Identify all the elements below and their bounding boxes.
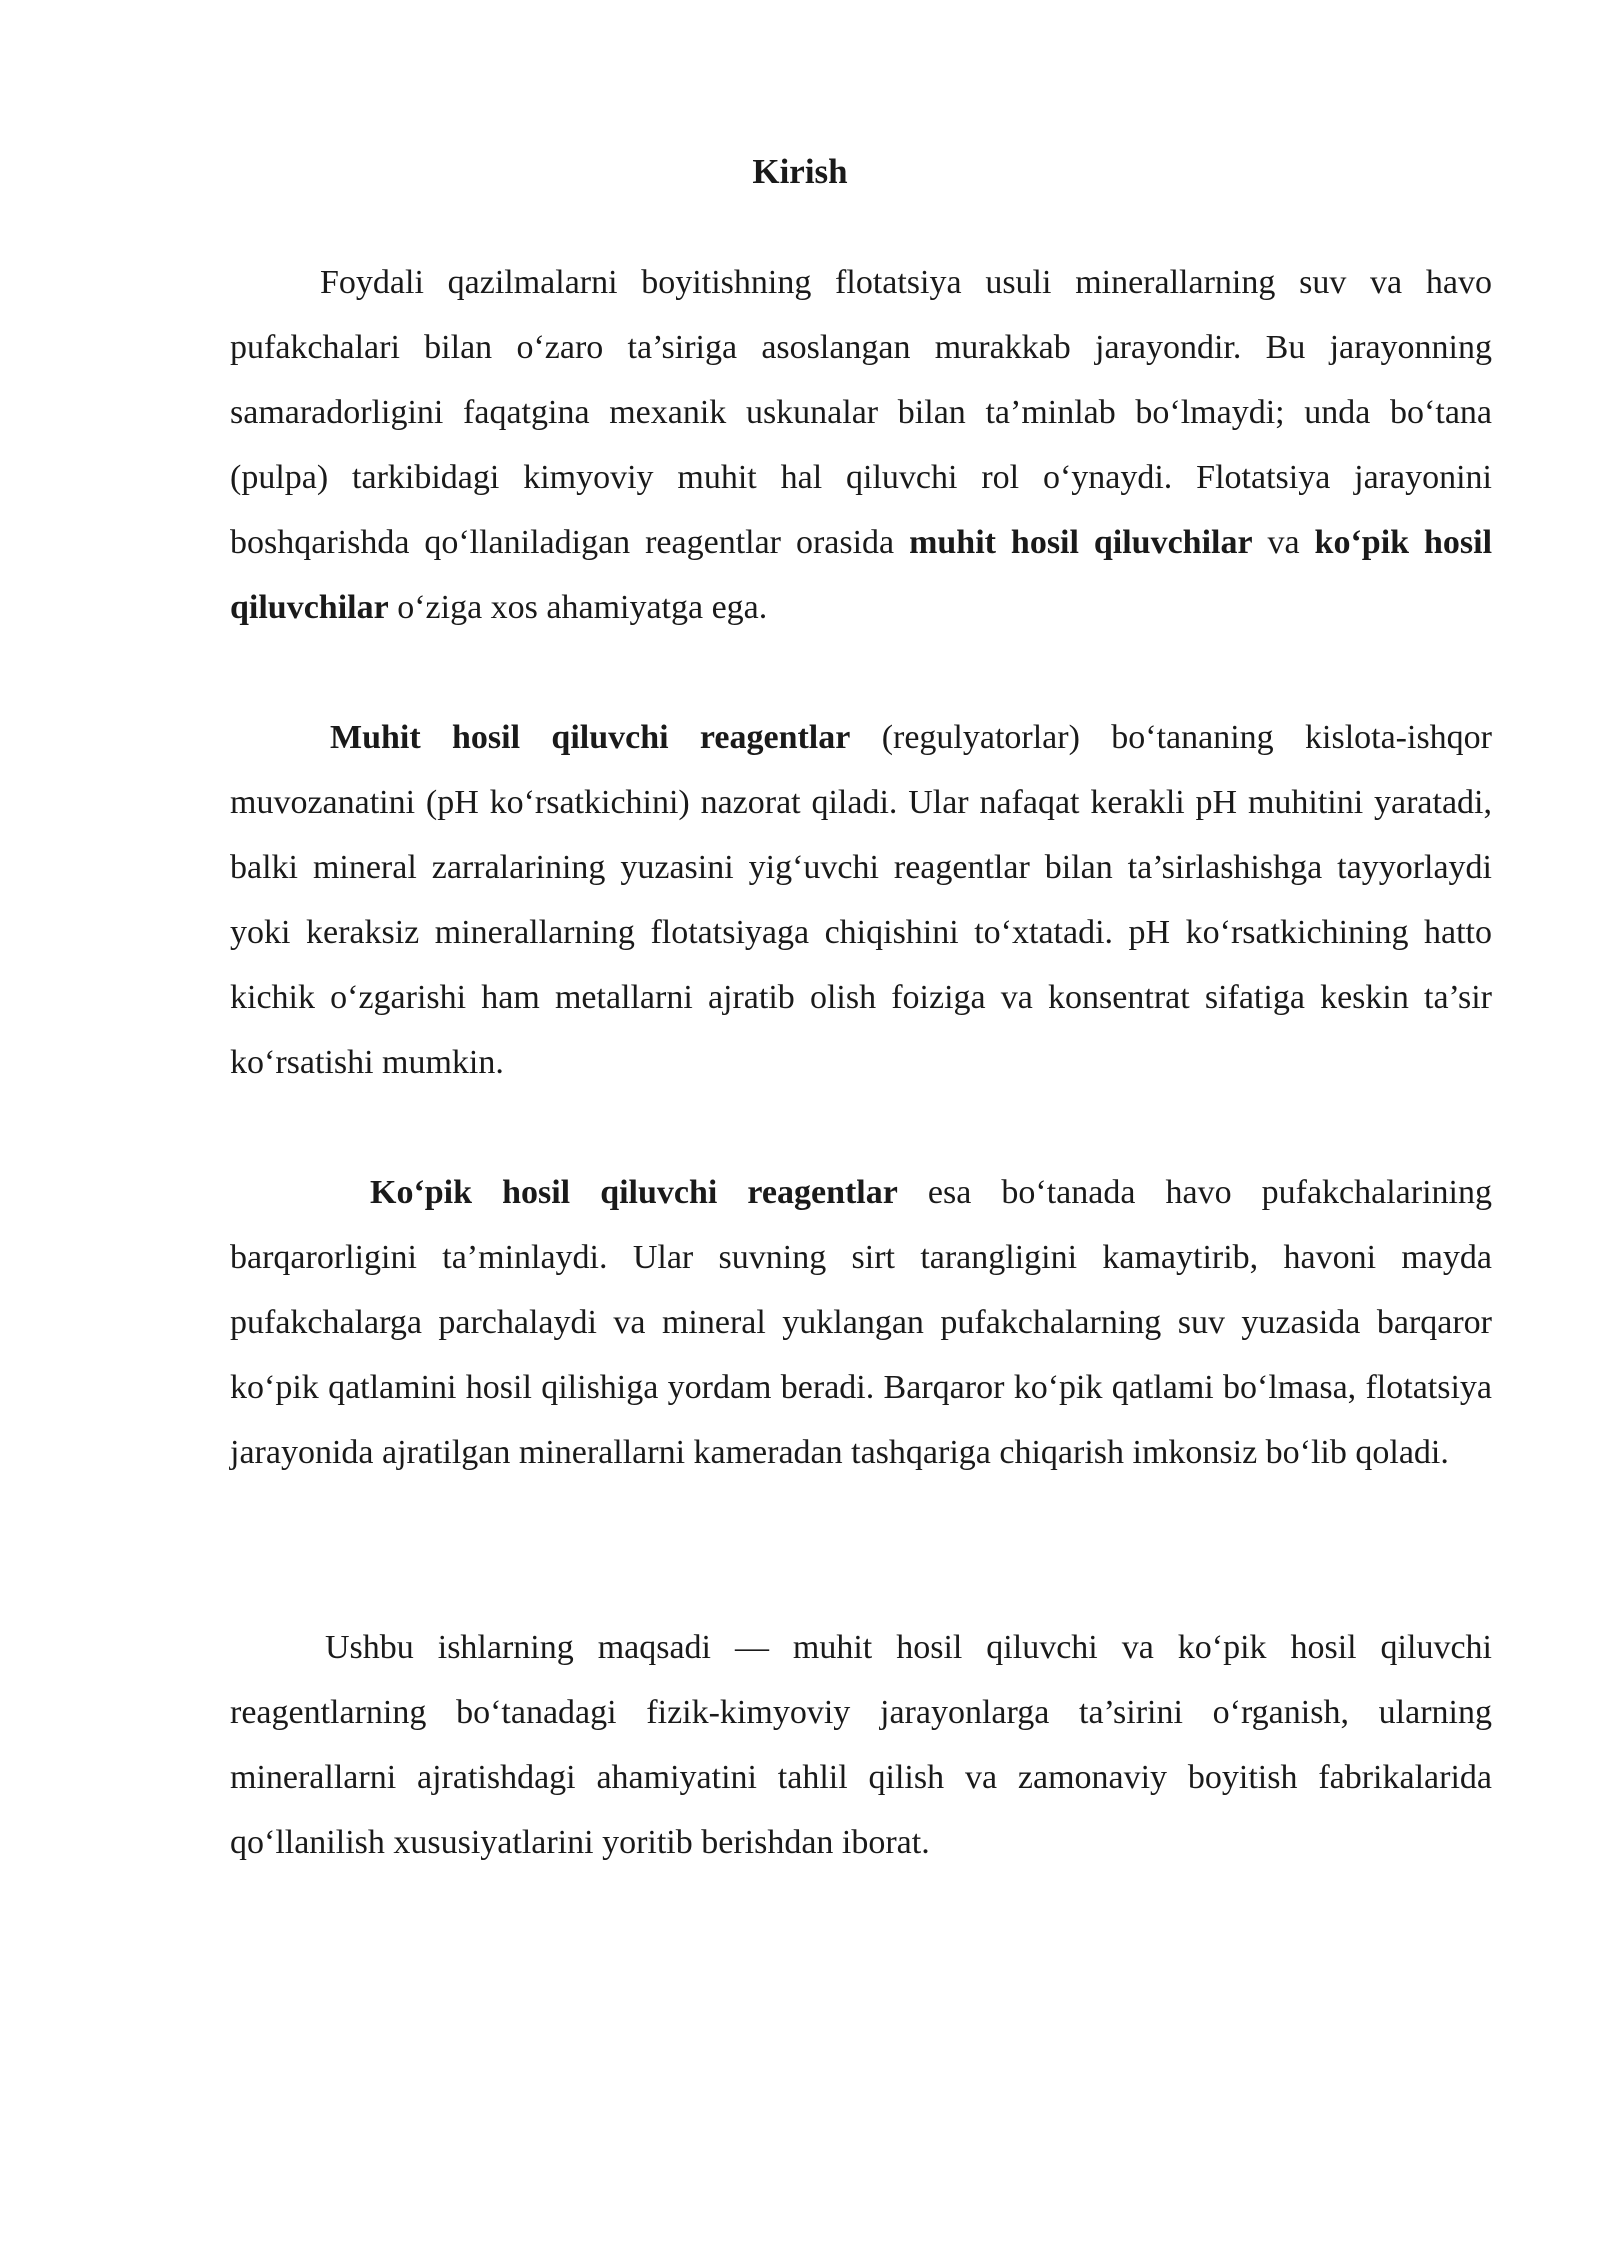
paragraph-text: o‘ziga xos ahamiyatga ega. — [388, 589, 768, 626]
paragraph-text: esa bo‘tanada havo pufakchalarining barqarorligini ta’minlaydi. Ular suvning sirt tarangligini kamaytirib, havoni mayda pufakchalarga parchalaydi va mineral yuklangan pufakchalarning suv yuzasida barqaror ko‘pik qatlamini hosil qilishiga yordam beradi. Barqaror ko‘pik qatlami bo‘lmasa, flotatsiya jarayonida ajratilgan minerallarni kameradan tashqariga chiqarish imkonsiz bo‘lib qoladi. — [230, 1174, 1492, 1471]
paragraph-intro — [230, 250, 1492, 640]
bold-term-medium-regulators: muhit hosil qiluvchilar — [909, 524, 1253, 561]
paragraph-text: va — [1252, 524, 1315, 561]
paragraph-regulators — [230, 705, 1492, 1095]
paragraph-text: Foydali qazilmalarni boyitishning flotatsiya usuli minerallarning suv va havo pufakchalari bilan o‘zaro ta’siriga asoslangan murakkab jarayondir. Bu jarayonning samaradorligini faqatgina mexanik uskunalar bilan ta’minlab bo‘lmaydi; unda bo‘tana (pulpa) tarkibidagi kimyoviy muhit hal qiluvchi rol o‘ynaydi. Flotatsiya jarayonini boshqarishda qo‘llaniladigan reagentlar orasida — [230, 264, 1492, 561]
bold-term-frothers: ko‘pik hosil qiluvchilar — [230, 524, 1493, 626]
paragraph-goal: Ushbu ishlarning maqsadi — muhit hosil qiluvchi va ko‘pik hosil qiluvchi reagentlarning bo‘tanadagi fizik-kimyoviy jarayonlarga ta’sirini o‘rganish, ularning minerallarni ajratishdagi ahamiyatini tahlil qilish va zamonaviy boyitish fabrikalarida qo‘llanilish xususiyatlarini yoritib berishdan iborat. — [230, 1629, 1492, 1861]
bold-term: Muhit hosil qiluvchi reagentlar — [330, 719, 851, 756]
paragraph-frothers — [230, 1160, 1492, 1485]
bold-term: Ko‘pik hosil qiluvchi reagentlar — [370, 1174, 898, 1211]
paragraph-text: (regulyatorlar) bo‘tananing kislota-ishqor muvozanatini (pH ko‘rsatkichini) nazorat qiladi. Ular nafaqat kerakli pH muhitini yaratadi, balki mineral zarralarining yuzasini yig‘uvchi reagentlar bilan ta’sirlashishga tayyorlaydi yoki keraksiz minerallarning flotatsiyaga chiqishini to‘xtatadi. pH ko‘rsatkichining hatto kichik o‘zgarishi ham metallarni ajratib olish foiziga va konsentrat sifatiga keskin ta’sir ko‘rsatishi mumkin. — [230, 719, 1492, 1081]
page-title: Kirish — [752, 152, 848, 191]
